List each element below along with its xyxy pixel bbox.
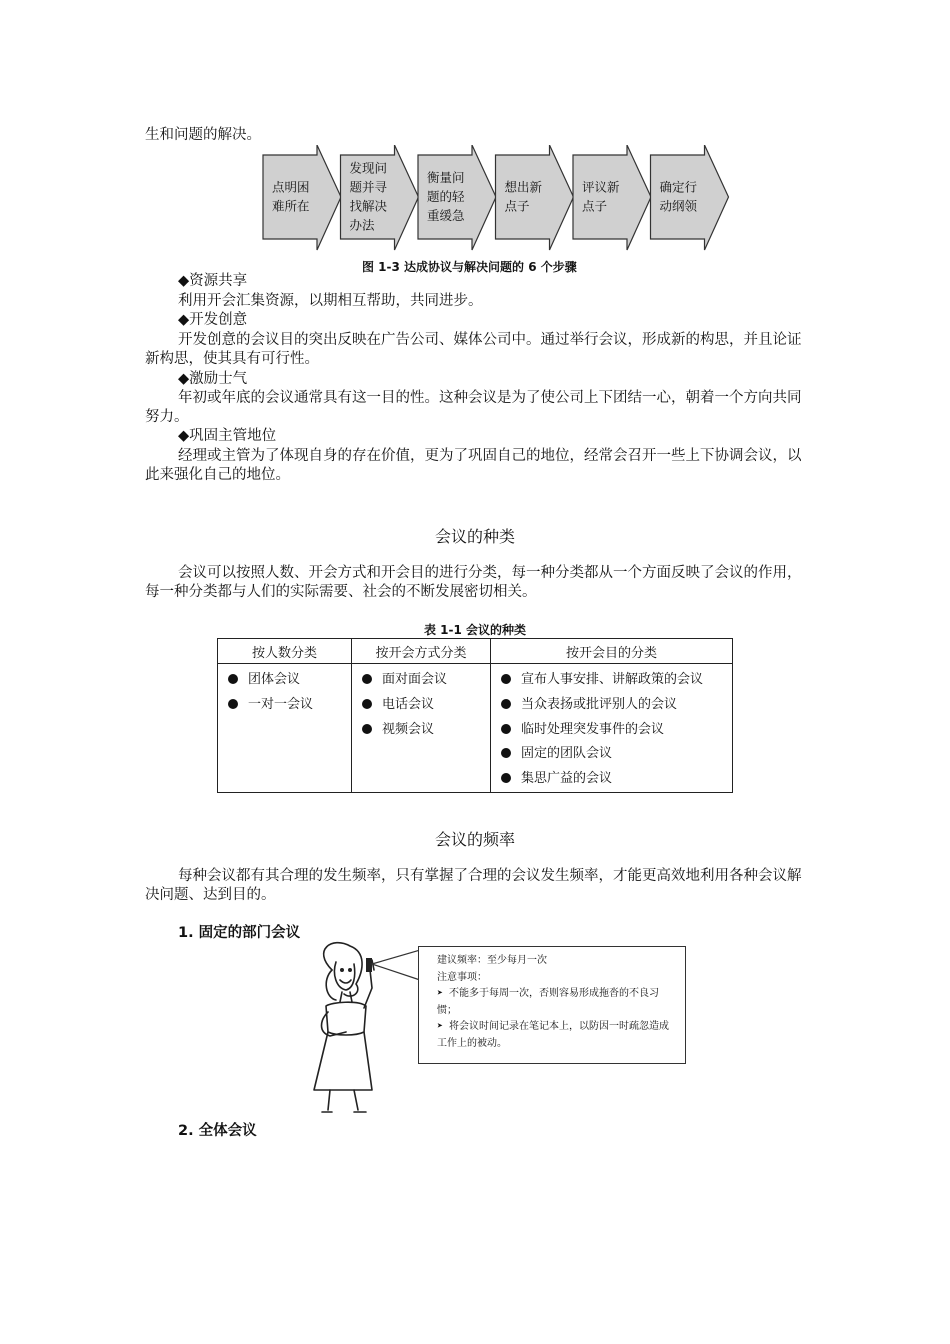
bullet-dot-icon [362,724,372,734]
note-bullet-1: ➤ 不能多于每周一次，否则容易形成拖沓的不良习惯； [437,988,660,1016]
step-arrow [651,145,729,250]
item-all-hands-meeting: 2. 全体会议 [178,1123,257,1139]
kinds-table [217,638,733,793]
purpose-head-authority: ◆巩固主管地位 [178,428,277,444]
bullet-dot-icon [362,699,372,709]
step-label: 题并寻 [349,179,388,195]
section-title-kinds: 会议的种类 [434,527,515,546]
frequency-paragraph: 每种会议都有其合理的发生频率，只有掌握了合理的会议发生频率，才能更高效地利用各种会议解决问题、达到目的。 [145,868,802,903]
steps-diagram [262,145,737,253]
frequency-note-box [418,946,686,1064]
step-arrow [263,145,341,250]
header-by-count: 按人数分类 [218,639,352,664]
step-label: 找解决 [349,198,388,214]
note-caution-title: 注意事项： [437,971,487,983]
step-label: 衡量问 [427,170,465,185]
step-label: 确定行 [659,179,698,195]
header-by-purpose: 按开会目的分类 [491,639,733,664]
bullet-dot-icon [501,699,511,709]
step-arrow [573,145,651,250]
purpose-body-creative: 开发创意的会议目的突出反映在广告公司、媒体公司中。通过举行会议，形成新的构思，并且论证新构思，使其具有可行性。 [145,332,802,367]
purpose-body-share: 利用开会汇集资源，以期相互帮助，共同进步。 [178,293,483,309]
step-label: 难所在 [272,198,310,214]
list-item: 团体会议 [228,668,351,693]
col-by-purpose [491,664,733,793]
step-label: 想出新 [504,179,543,195]
intro-tail: 生和问题的解决。 [145,127,261,143]
list-item: 当众表扬或批评别人的会议 [501,693,732,718]
table-row [218,664,733,793]
purpose-body-authority: 经理或主管为了体现自身的存在价值，更为了巩固自己的地位，经常会召开一些上下协调会议，以此来强化自己的地位。 [145,448,802,483]
presenter-illustration [292,940,432,1118]
step-label: 办法 [349,217,375,233]
table-caption: 表 1-1 会议的种类 [424,623,527,637]
list-item: 固定的团队会议 [501,742,732,767]
kinds-paragraph: 会议可以按照人数、开会方式和开会目的进行分类，每一种分类都从一个方面反映了会议的作用，每一种分类都与人们的实际需要、社会的不断发展密切相关。 [145,565,802,600]
table-header-row [218,639,733,664]
step-label: 点子 [504,198,530,214]
step-label: 点明困 [272,179,310,195]
purpose-body-morale: 年初或年底的会议通常具有这一目的性。这种会议是为了使公司上下团结一心，朝着一个方向共同努力。 [145,390,802,425]
list-item: 电话会议 [362,693,490,718]
bullet-dot-icon [228,699,238,709]
list-item: 视频会议 [362,718,490,743]
list-item: 一对一会议 [228,693,351,718]
bullet-dot-icon [228,674,238,684]
purpose-head-share: ◆资源共享 [178,273,248,289]
note-bullet-2: ➤ 将会议时间记录在笔记本上，以防因一时疏忽造成工作上的被动。 [437,1021,670,1049]
bullet-dot-icon [501,748,511,758]
bullet-dot-icon [362,674,372,684]
list-item: 宣布人事安排、讲解政策的会议 [501,668,732,693]
figure-caption: 图 1-3 达成协议与解决问题的 6 个步骤 [362,260,577,274]
item-dept-meeting: 1. 固定的部门会议 [178,925,301,941]
step-label: 重缓急 [427,208,465,223]
section-title-frequency: 会议的频率 [434,830,515,849]
list-item: 面对面会议 [362,668,490,693]
purpose-head-creative: ◆开发创意 [178,312,248,328]
list-item: 集思广益的会议 [501,767,732,792]
bullet-dot-icon [501,724,511,734]
step-label: 评议新 [582,179,620,195]
step-arrow [496,145,574,250]
col-by-method [352,664,491,793]
note-frequency: 建议频率：至少每月一次 [437,955,547,966]
step-label: 发现问 [349,160,388,176]
step-label: 点子 [582,198,608,214]
bullet-dot-icon [501,773,511,783]
list-item: 临时处理突发事件的会议 [501,718,732,743]
step-label: 题的轻 [427,189,465,204]
col-by-count [218,664,352,793]
header-by-method: 按开会方式分类 [352,639,491,664]
purpose-head-morale: ◆激励士气 [178,371,248,387]
step-label: 动纲领 [659,198,698,214]
bullet-dot-icon [501,674,511,684]
